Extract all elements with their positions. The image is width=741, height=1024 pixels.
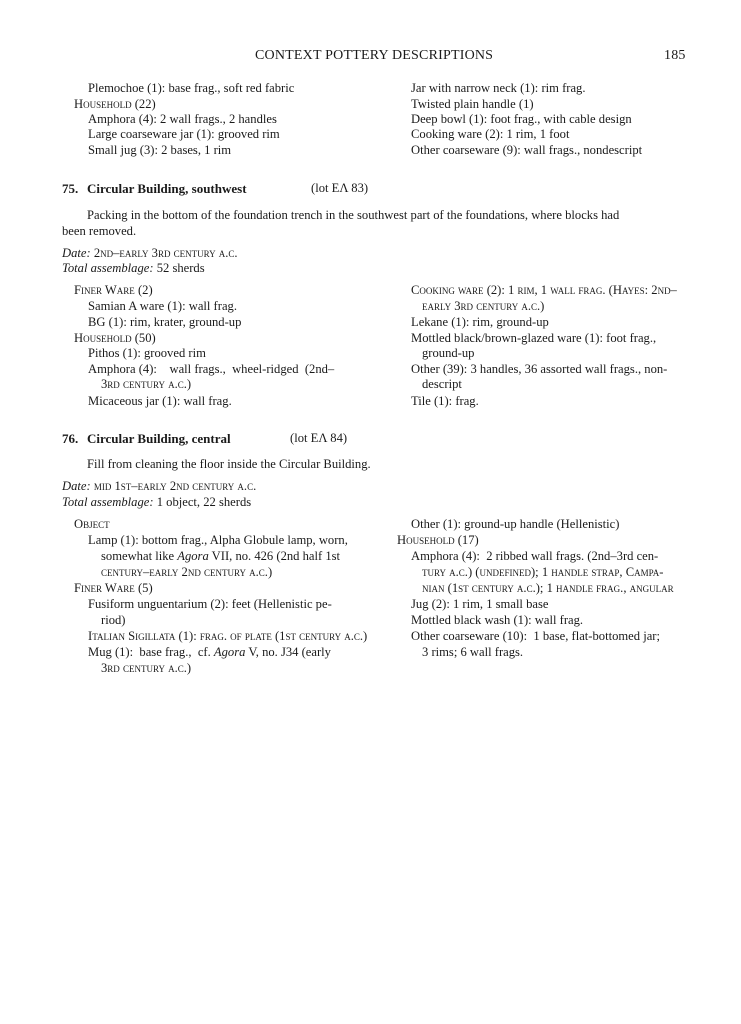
series-name: Agora <box>177 549 209 563</box>
list-item-continuation: ground-up <box>422 346 475 360</box>
total-label: Total assemblage: <box>62 495 154 509</box>
list-item: Mottled black wash (1): wall frag. <box>411 613 584 627</box>
date-line <box>62 246 238 261</box>
list-item: Jar with narrow neck (1): rim frag. <box>411 81 586 95</box>
list-item: Deep bowl (1): foot frag., with cable design <box>411 112 632 126</box>
list-item: Fusiform unguentarium (2): feet (Hellenistic pe- <box>88 597 332 611</box>
category-heading: Household (22) <box>74 97 156 111</box>
list-item: Amphora (4): 2 wall frags., 2 handles <box>88 112 277 126</box>
category-heading: Object <box>74 517 110 531</box>
list-item: Samian A ware (1): wall frag. <box>88 299 237 313</box>
category-heading: Finer Ware (2) <box>74 283 153 297</box>
category-heading: Finer Ware (5) <box>74 581 153 595</box>
list-item: Lekane (1): rim, ground-up <box>411 315 549 329</box>
list-item: Other (39): 3 handles, 36 assorted wall frags., non- <box>411 362 668 376</box>
list-item: Mottled black/brown-glazed ware (1): foot frag., <box>411 331 657 345</box>
entry-description: Packing in the bottom of the foundation trench in the southwest part of the foundations, where blocks had <box>87 208 620 222</box>
list-item: Other coarseware (9): wall frags., nondescript <box>411 143 643 157</box>
entry-number: 76. <box>62 431 79 446</box>
total-label: Total assemblage: <box>62 261 154 275</box>
category-heading: Household (50) <box>74 331 156 345</box>
date-label: Date: <box>62 479 91 493</box>
list-item: Italian Sigillata (1): frag. of plate (1st century a.c.) <box>88 629 368 643</box>
list-item: Other (1): ground-up handle (Hellenistic) <box>411 517 620 531</box>
entry-lot: (lot EΛ 84) <box>290 431 348 445</box>
list-item-continuation: descript <box>422 377 462 391</box>
entry-lot: (lot EΛ 83) <box>311 181 369 195</box>
list-item: BG (1): rim, krater, ground-up <box>88 315 242 329</box>
total-line <box>62 495 251 510</box>
list-item-continuation: nian (1st century a.c.); 1 handle frag., angular <box>422 581 674 595</box>
list-item: Pithos (1): grooved rim <box>88 346 206 360</box>
list-item: Twisted plain handle (1) <box>411 97 534 111</box>
list-item-continuation: century–early 2nd century a.c.) <box>101 565 273 579</box>
entry-description: been removed. <box>62 224 137 238</box>
list-item: Amphora (4): 2 ribbed wall frags. (2nd–3rd cen- <box>411 549 659 563</box>
category-heading: Household (17) <box>397 533 479 547</box>
list-item: Cooking ware (2): 1 rim, 1 foot <box>411 127 570 141</box>
list-item-continuation: tury a.c.) (undefined); 1 handle strap, Campa- <box>422 565 664 579</box>
running-head-title: CONTEXT POTTERY DESCRIPTIONS <box>255 48 494 63</box>
list-item: Lamp (1): bottom frag., Alpha Globule lamp, worn, <box>88 533 348 547</box>
list-item-continuation: somewhat like Agora VII, no. 426 (2nd half 1st <box>101 549 341 563</box>
list-item-continuation: 3rd century a.c.) <box>101 377 192 391</box>
date-line <box>62 479 256 494</box>
list-item: Other coarseware (10): 1 base, flat-bottomed jar; <box>411 629 660 643</box>
list-item: Small jug (3): 2 bases, 1 rim <box>88 143 232 157</box>
date-value: mid 1st–early 2nd century a.c. <box>93 479 257 493</box>
series-name: Agora <box>213 645 246 659</box>
list-item-continuation: 3 rims; 6 wall frags. <box>422 645 524 659</box>
date-value: 2nd–early 3rd century a.c. <box>93 246 238 260</box>
list-item: Amphora (4): wall frags., wheel-ridged (2nd– <box>88 362 335 376</box>
list-item: Large coarseware jar (1): grooved rim <box>88 127 280 141</box>
list-item-continuation: early 3rd century a.c.) <box>422 299 545 313</box>
list-item: Micaceous jar (1): wall frag. <box>88 394 232 408</box>
list-item: Jug (2): 1 rim, 1 small base <box>411 597 549 611</box>
total-value: 52 sherds <box>156 261 205 275</box>
entry-title: Circular Building, central <box>87 431 231 446</box>
list-item: Plemochoe (1): base frag., soft red fabric <box>88 81 295 95</box>
list-item-continuation: 3rd century a.c.) <box>101 661 192 675</box>
total-value: 1 object, 22 sherds <box>156 495 252 509</box>
entry-description: Fill from cleaning the floor inside the Circular Building. <box>87 457 371 471</box>
date-label: Date: <box>62 246 91 260</box>
list-item: Tile (1): frag. <box>411 394 479 408</box>
list-item: Cooking ware (2): 1 rim, 1 wall frag. (Hayes: 2nd– <box>411 283 677 297</box>
entry-title: Circular Building, southwest <box>87 181 247 196</box>
total-line <box>62 261 205 276</box>
list-item-continuation: riod) <box>101 613 126 627</box>
page-number: 185 <box>664 48 686 63</box>
entry-number: 75. <box>62 181 79 196</box>
list-item: Mug (1): base frag., cf. Agora V, no. J34 (early <box>88 645 331 659</box>
